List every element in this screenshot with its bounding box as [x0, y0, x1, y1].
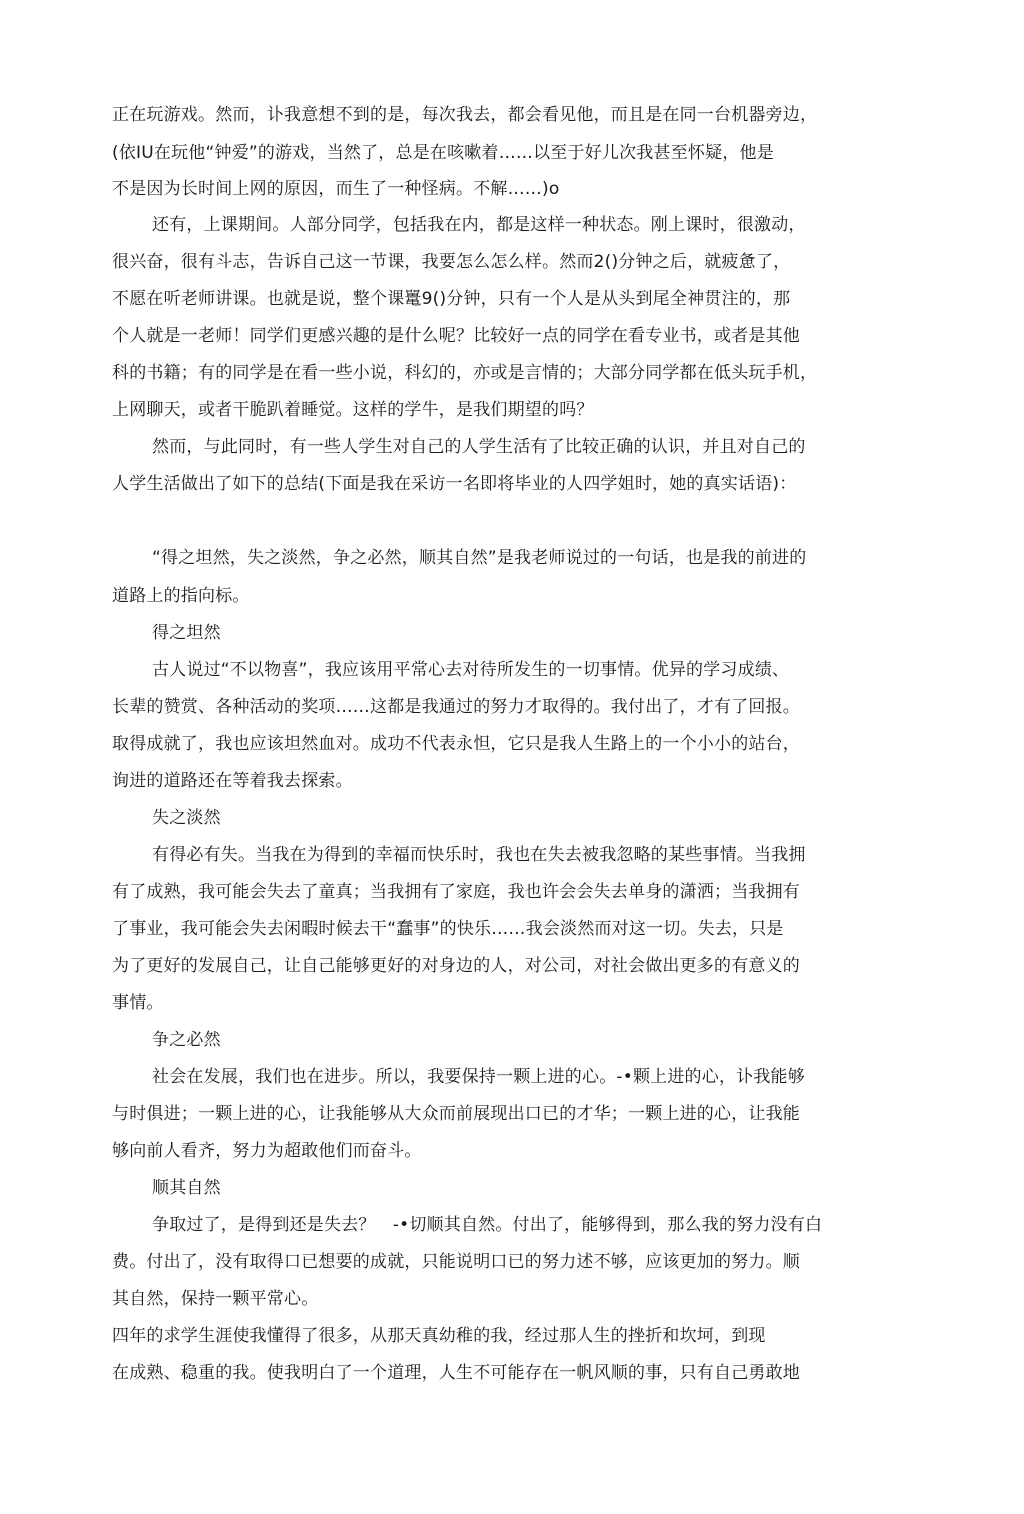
text-line: 然而，与此同时，有一些人学生对自己的人学生活有了比较正确的认识，并且对自己的: [152, 437, 806, 457]
text-line: 很兴奋，很有斗志，告诉自己这一节课，我要怎么怎么样。然而2()分钟之后，就疲惫了，: [112, 252, 791, 272]
text-line: 社会在发展，我们也在进步。所以，我要保持一颗上进的心。-•颗上进的心，讣我能够: [152, 1067, 805, 1087]
text-line: 长辈的赞赏、各种活动的奖项……这都是我通过的努力才取得的。我付出了，才有了回报。: [112, 697, 800, 717]
text-line: 有了成熟，我可能会失去了童真；当我拥有了家庭，我也许会会失去单身的潇洒；当我拥有: [112, 882, 800, 902]
text-line: 道路上的指向标。: [112, 586, 250, 606]
text-line: 四年的求学生涯使我懂得了很多，从那天真幼稚的我，经过那人生的挫折和坎坷，到现: [112, 1326, 766, 1346]
text-line: 人学生活做出了如下的总结(下面是我在采访一名即将毕业的人四学姐时，她的真实话语)：: [112, 474, 797, 494]
section-heading: 顺其自然: [152, 1178, 221, 1198]
text-line: 古人说过“不以物喜”，我应该用平常心去对待所发生的一切事情。优异的学习成绩、: [152, 660, 790, 680]
text-line: 询进的道路还在等着我去探索。: [112, 771, 353, 791]
text-line: 科的书籍；有的同学是在看一些小说，科幻的，亦或是言情的；大部分同学都在低头玩手机，: [112, 363, 818, 383]
section-heading: 失之淡然: [152, 808, 221, 828]
text-line: 了事业，我可能会失去闲暇时候去干“蠢事”的快乐……我会淡然而对这一切。失去，只是: [112, 919, 784, 939]
text-line: 为了更好的发展自己，让自己能够更好的对身边的人，对公司，对社会做出更多的有意义的: [112, 956, 800, 976]
text-line: 与时俱进；一颗上进的心，让我能够从大众而前展现出口已的才华；一颗上进的心，让我能: [112, 1104, 800, 1124]
text-line: 正在玩游戏。然而，讣我意想不到的是，每次我去，都会看见他，而且是在同一台机器旁边，: [112, 105, 818, 125]
text-line: (依IU在玩他“钟爱”的游戏，当然了，总是在咳嗽着……以至于好儿次我甚至怀疑，他是: [112, 143, 774, 163]
text-line: 个人就是一老师！同学们更感兴趣的是什么呢？比较好一点的同学在看专业书，或者是其他: [112, 326, 800, 346]
text-line: 争取过了，是得到还是失去？ -•切顺其自然。付出了，能够得到，那么我的努力没有白: [152, 1215, 823, 1235]
text-line: 事情。: [112, 993, 164, 1013]
section-heading: 争之必然: [152, 1030, 221, 1050]
text-line: 其自然，保持一颗平常心。: [112, 1289, 319, 1309]
text-line: 上网聊天，或者干脆趴着睡觉。这样的学牛，是我们期望的吗？: [112, 400, 594, 420]
text-line: 费。付出了，没有取得口已想要的成就，只能说明口已的努力述不够，应该更加的努力。顺: [112, 1252, 800, 1272]
text-line: 不是因为长时间上网的原因，而生了一种怪病。不解……)o: [112, 179, 560, 199]
text-line: 在成熟、稳重的我。使我明白了一个道理，人生不可能存在一帆风顺的事，只有自己勇敢地: [112, 1363, 800, 1383]
text-line: 还有，上课期间。人部分同学，包括我在内，都是这样一种状态。刚上课时，很激动，: [152, 215, 806, 235]
section-heading: 得之坦然: [152, 623, 221, 643]
text-line: “得之坦然，失之淡然，争之必然，顺其自然”是我老师说过的一句话，也是我的前进的: [152, 548, 807, 568]
text-line: 不愿在听老师讲课。也就是说，整个课鼍9()分钟，只有一个人是从头到尾全神贯注的，那: [112, 289, 791, 309]
text-line: 有得必有失。当我在为得到的幸福而快乐时，我也在失去被我忽略的某些事情。当我拥: [152, 845, 806, 865]
text-line: 取得成就了，我也应该坦然血对。成功不代表永怛，它只是我人生路上的一个小小的站台，: [112, 734, 800, 754]
text-line: 够向前人看齐，努力为超敢他们而奋斗。: [112, 1141, 422, 1161]
